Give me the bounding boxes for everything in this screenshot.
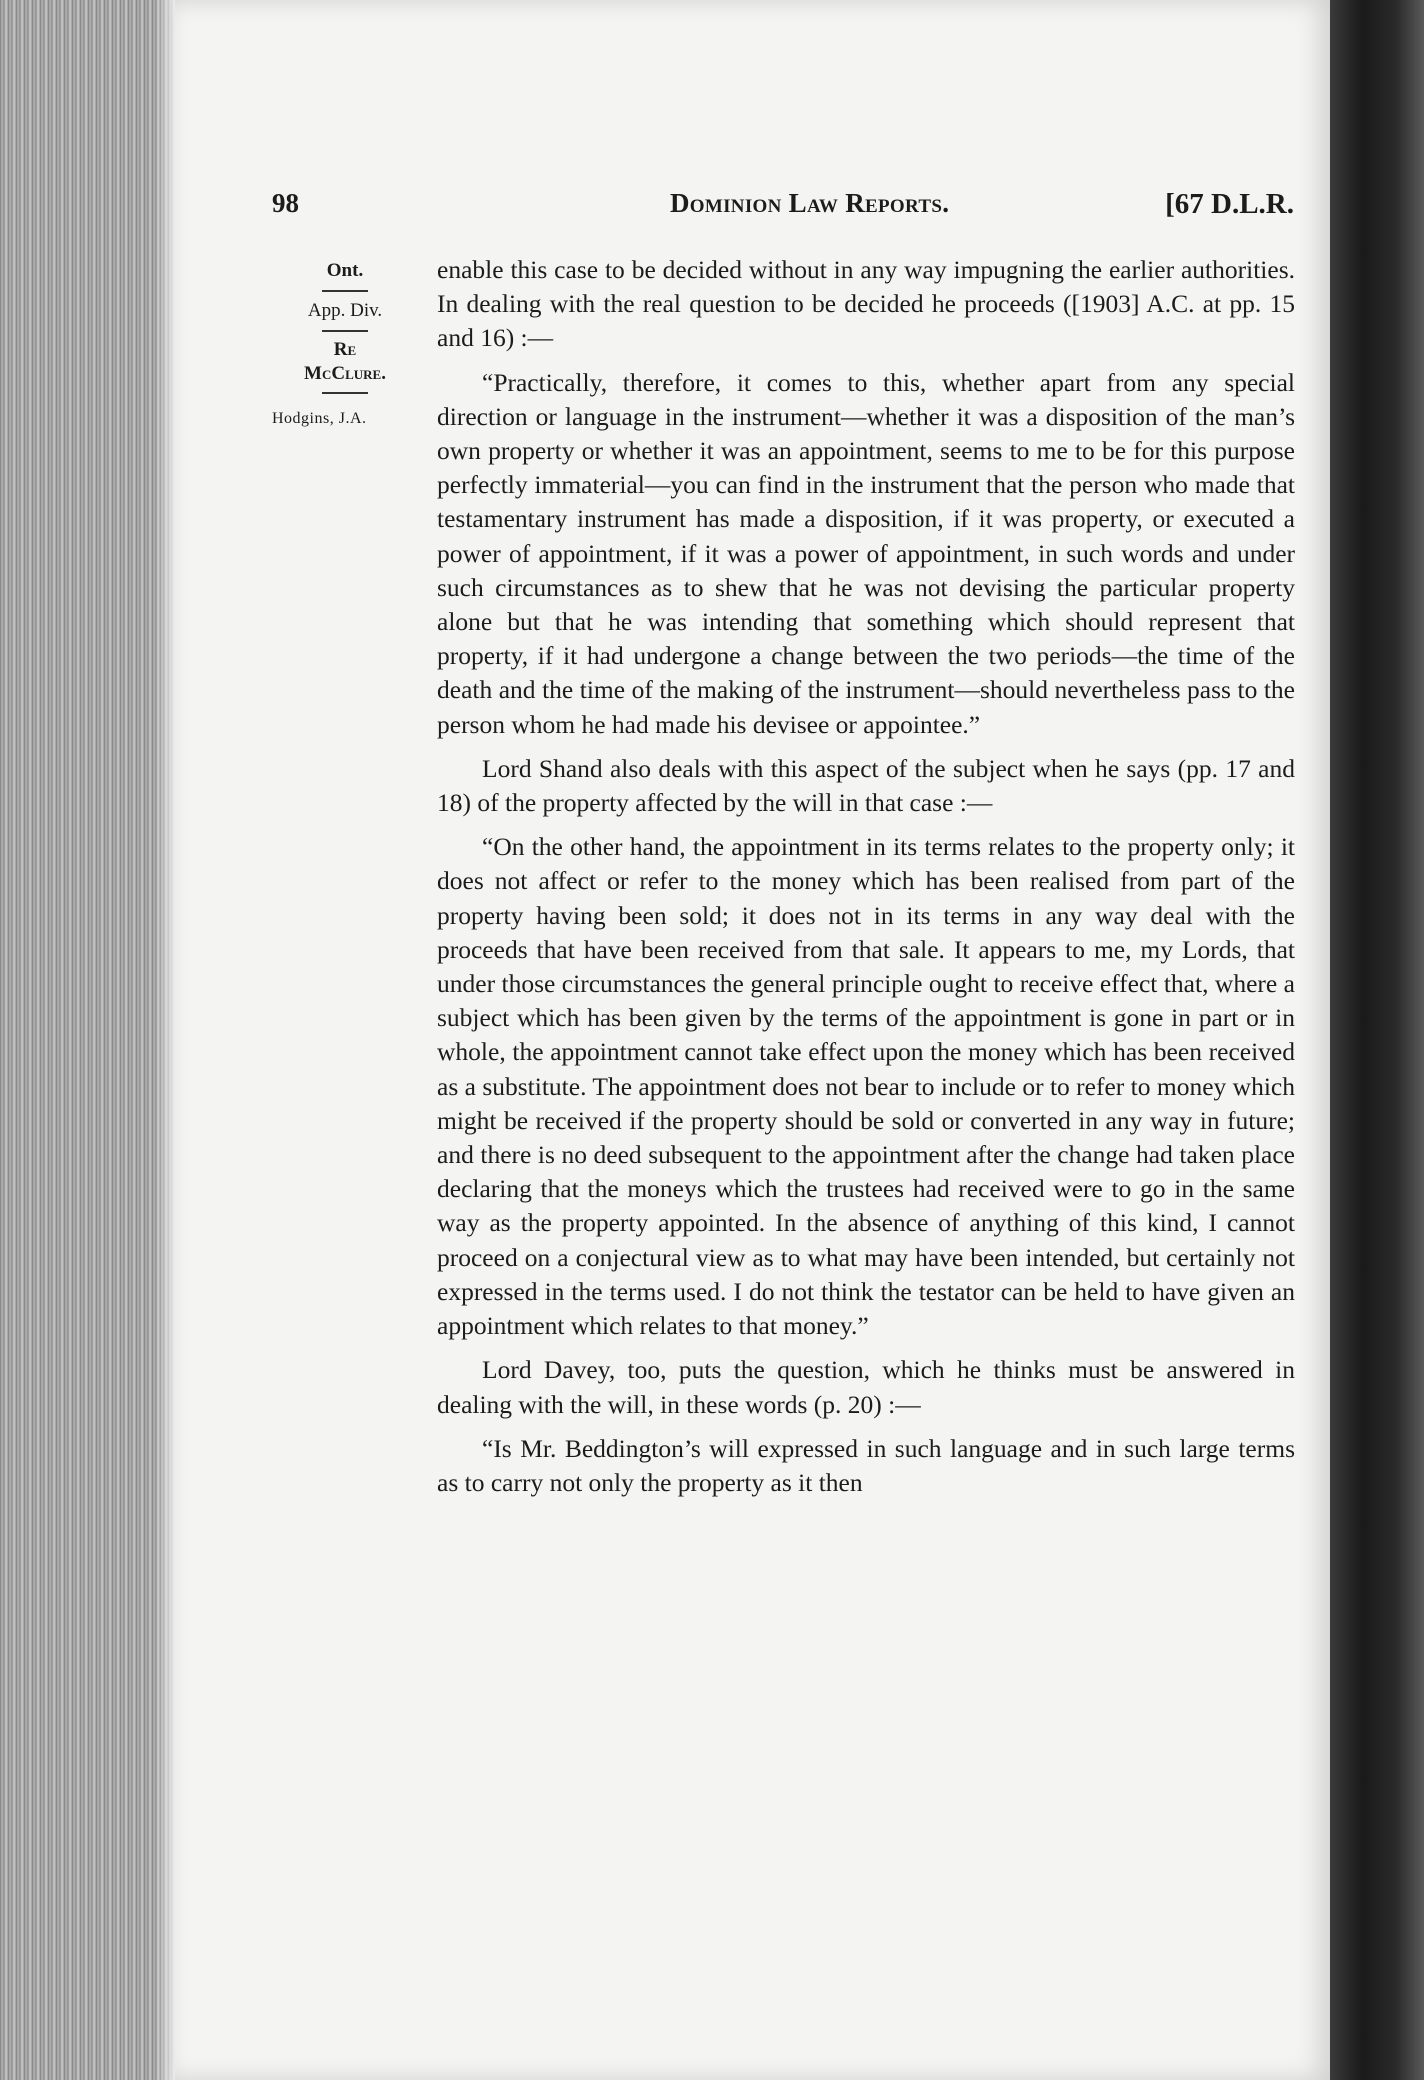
paragraph: “Practically, therefore, it comes to this, whether apart from any special direction or language in the instrument—whether it was a disposition of the man’s own property or whether it was an appointment, seems to me to be for this purpose perfectly immaterial—you can find in the instrument that the person who made that testamentary instrument has made a disposition, if it was property, or executed a power of appointment, if it was a power of appointment, in such words and under such circumstances as to shew that he was not devising the particular property alone but that he was intending that something which should represent that property, if it had undergone a change between the two periods—the time of the death and the time of the making of the instrument—should nevertheless pass to the person whom he had made his devisee or appointee.” bbox=[437, 367, 1295, 739]
margin-case-name-line2: McClure. bbox=[304, 363, 386, 384]
paragraph: “Is Mr. Beddington’s will expressed in such language and in such large terms as to carry not only the property as it then bbox=[437, 1433, 1295, 1497]
margin-rule bbox=[322, 392, 368, 394]
margin-division: App. Div. bbox=[307, 300, 383, 321]
book-spine-edge bbox=[1330, 0, 1424, 2080]
page-number: 98 bbox=[272, 188, 299, 218]
body-text bbox=[437, 253, 1295, 1510]
margin-notes bbox=[270, 258, 420, 432]
margin-rule bbox=[322, 330, 368, 332]
running-title: Dominion Law Reports. bbox=[670, 188, 950, 218]
paragraph: Lord Shand also deals with this aspect of the subject when he says (pp. 17 and 18) of the property affected by the will in that case :— bbox=[437, 753, 1295, 818]
paragraph: enable this case to be decided without in any way impugning the earlier authorities. In dealing with the real question to be decided he proceeds ([1903] A.C. at pp. 15 and 16) :— bbox=[437, 255, 1295, 353]
page-header bbox=[272, 188, 1294, 228]
margin-case-name-line1: Re bbox=[333, 339, 357, 360]
paragraph: Lord Davey, too, puts the question, which he thinks must be answered in dealing with the will, in these words (p. 20) :— bbox=[437, 1355, 1295, 1419]
margin-rule bbox=[322, 290, 368, 292]
book-page-edges bbox=[0, 0, 175, 2080]
paragraph: “On the other hand, the appointment in its terms relates to the property only; it does not affect or refer to the money which has been realised from part of the property having been sold; it does not in its terms in any way deal with the proceeds that have been received from that sale. It appears to me, my Lords, that under those circumstances the general principle ought to receive effect that, where a subject which has been given by the terms of the appointment is gone in part or in whole, the appointment cannot take effect upon the money which has been received as a substitute. The appointment does not bear to include or to refer to money which might be received if the property should be sold or converted in any way in future; and there is no deed subsequent to the appointment after the change had taken place declaring that the moneys which the trustees had received were to go in the same way as the property appointed. In the absence of anything of this kind, I cannot proceed on a conjectural view as to what may have been intended, but certainly not expressed in the terms used. I do not think the testator can be held to have given an appointment which relates to that money.” bbox=[437, 832, 1295, 1341]
volume-citation: [67 D.L.R. bbox=[1165, 188, 1294, 220]
margin-court: Ont. bbox=[326, 260, 364, 281]
margin-judge: Hodgins, J.A. bbox=[272, 410, 367, 427]
